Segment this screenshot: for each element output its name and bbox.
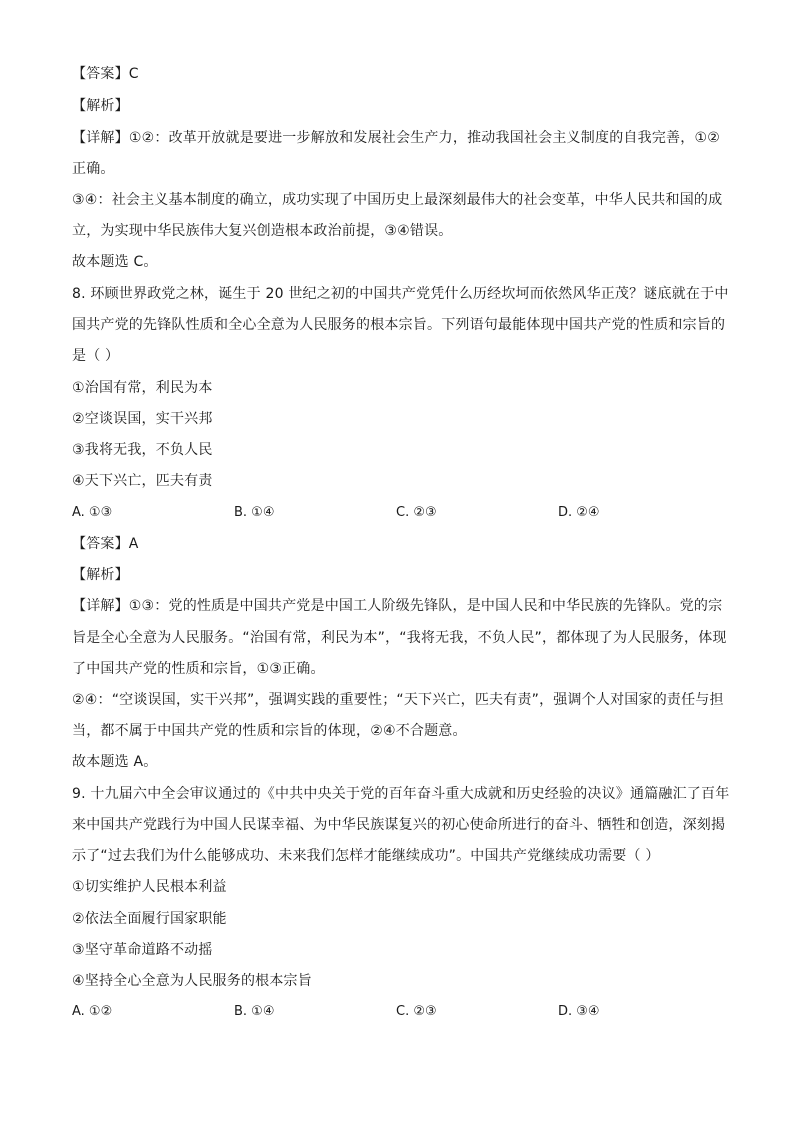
option-b: B. ①④	[234, 1004, 275, 1019]
detail-line: 当，都不属于中国共产党的性质和宗旨的体现，②④不合题意。	[72, 723, 467, 739]
conclusion-q8: 故本题选 A。	[72, 754, 158, 770]
conclusion-q7: 故本题选 C。	[72, 254, 158, 270]
detail-line: 正确。	[72, 161, 115, 177]
detail-line: 立，为实现中华民族伟大复兴创造根本政治前提，③④错误。	[72, 223, 453, 239]
detail-line: 旨是全心全意为人民服务。“治国有常，利民为本”，“我将无我，不负人民”，都体现了为人民服务，体现	[72, 630, 727, 646]
analysis-label-q8: 【解析】	[72, 567, 129, 583]
detail-line: ③④：社会主义基本制度的确立，成功实现了中国历史上最深刻最伟大的社会变革，中华人民共和国的成	[72, 192, 723, 208]
question-9-stem: 示了“过去我们为什么能够成功、未来我们怎样才能继续成功”。中国共产党继续成功需要（ ）	[72, 848, 660, 864]
option-d: D. ②④	[558, 505, 600, 520]
option-b: B. ①④	[234, 505, 275, 520]
option-a: A. ①②	[72, 1004, 113, 1019]
question-9-stem: 来中国共产党践行为中国人民谋幸福、为中华民族谋复兴的初心使命所进行的奋斗、牺牲和创造，深刻揭	[72, 817, 726, 833]
question-8-stem: 国共产党的先锋队性质和全心全意为人民服务的根本宗旨。下列语句最能体现中国共产党的性质和宗旨的	[72, 317, 726, 333]
analysis-label-q7: 【解析】	[72, 98, 129, 114]
statement-item: ④坚持全心全意为人民服务的根本宗旨	[72, 973, 312, 989]
detail-line: ②④：“空谈误国，实干兴邦”，强调实践的重要性；“天下兴亡，匹夫有责”，强调个人对国家的责任与担	[72, 692, 724, 708]
option-c: C. ②③	[396, 505, 437, 520]
statement-item: ②依法全面履行国家职能	[72, 911, 227, 927]
detail-line: 【详解】①③：党的性质是中国共产党是中国工人阶级先锋队，是中国人民和中华民族的先锋队。党的宗	[72, 598, 723, 614]
question-8-stem: 是（ ）	[72, 348, 120, 364]
detail-line: 了中国共产党的性质和宗旨，①③正确。	[72, 661, 325, 677]
option-a: A. ①③	[72, 505, 113, 520]
statement-item: ②空谈误国，实干兴邦	[72, 411, 213, 427]
option-d: D. ③④	[558, 1004, 600, 1019]
statement-item: ③坚守革命道路不动摇	[72, 942, 213, 958]
statement-item: ①治国有常，利民为本	[72, 380, 213, 396]
answer-label-q8: 【答案】A	[72, 536, 139, 552]
answer-label-q7: 【答案】C	[72, 66, 139, 82]
statement-item: ④天下兴亡，匹夫有责	[72, 473, 213, 489]
statement-item: ①切实维护人民根本利益	[72, 879, 227, 895]
option-c: C. ②③	[396, 1004, 437, 1019]
question-8-stem: 8. 环顾世界政党之林，诞生于 20 世纪之初的中国共产党凭什么历经坎坷而依然风华正茂？谜底就在于中	[72, 286, 729, 302]
statement-item: ③我将无我，不负人民	[72, 442, 213, 458]
detail-line: 【详解】①②：改革开放就是要进一步解放和发展社会生产力，推动我国社会主义制度的自我完善，①②	[72, 130, 720, 146]
question-9-stem: 9. 十九届六中全会审议通过的《中共中央关于党的百年奋斗重大成就和历史经验的决议》通篇融汇了百年	[72, 786, 730, 802]
